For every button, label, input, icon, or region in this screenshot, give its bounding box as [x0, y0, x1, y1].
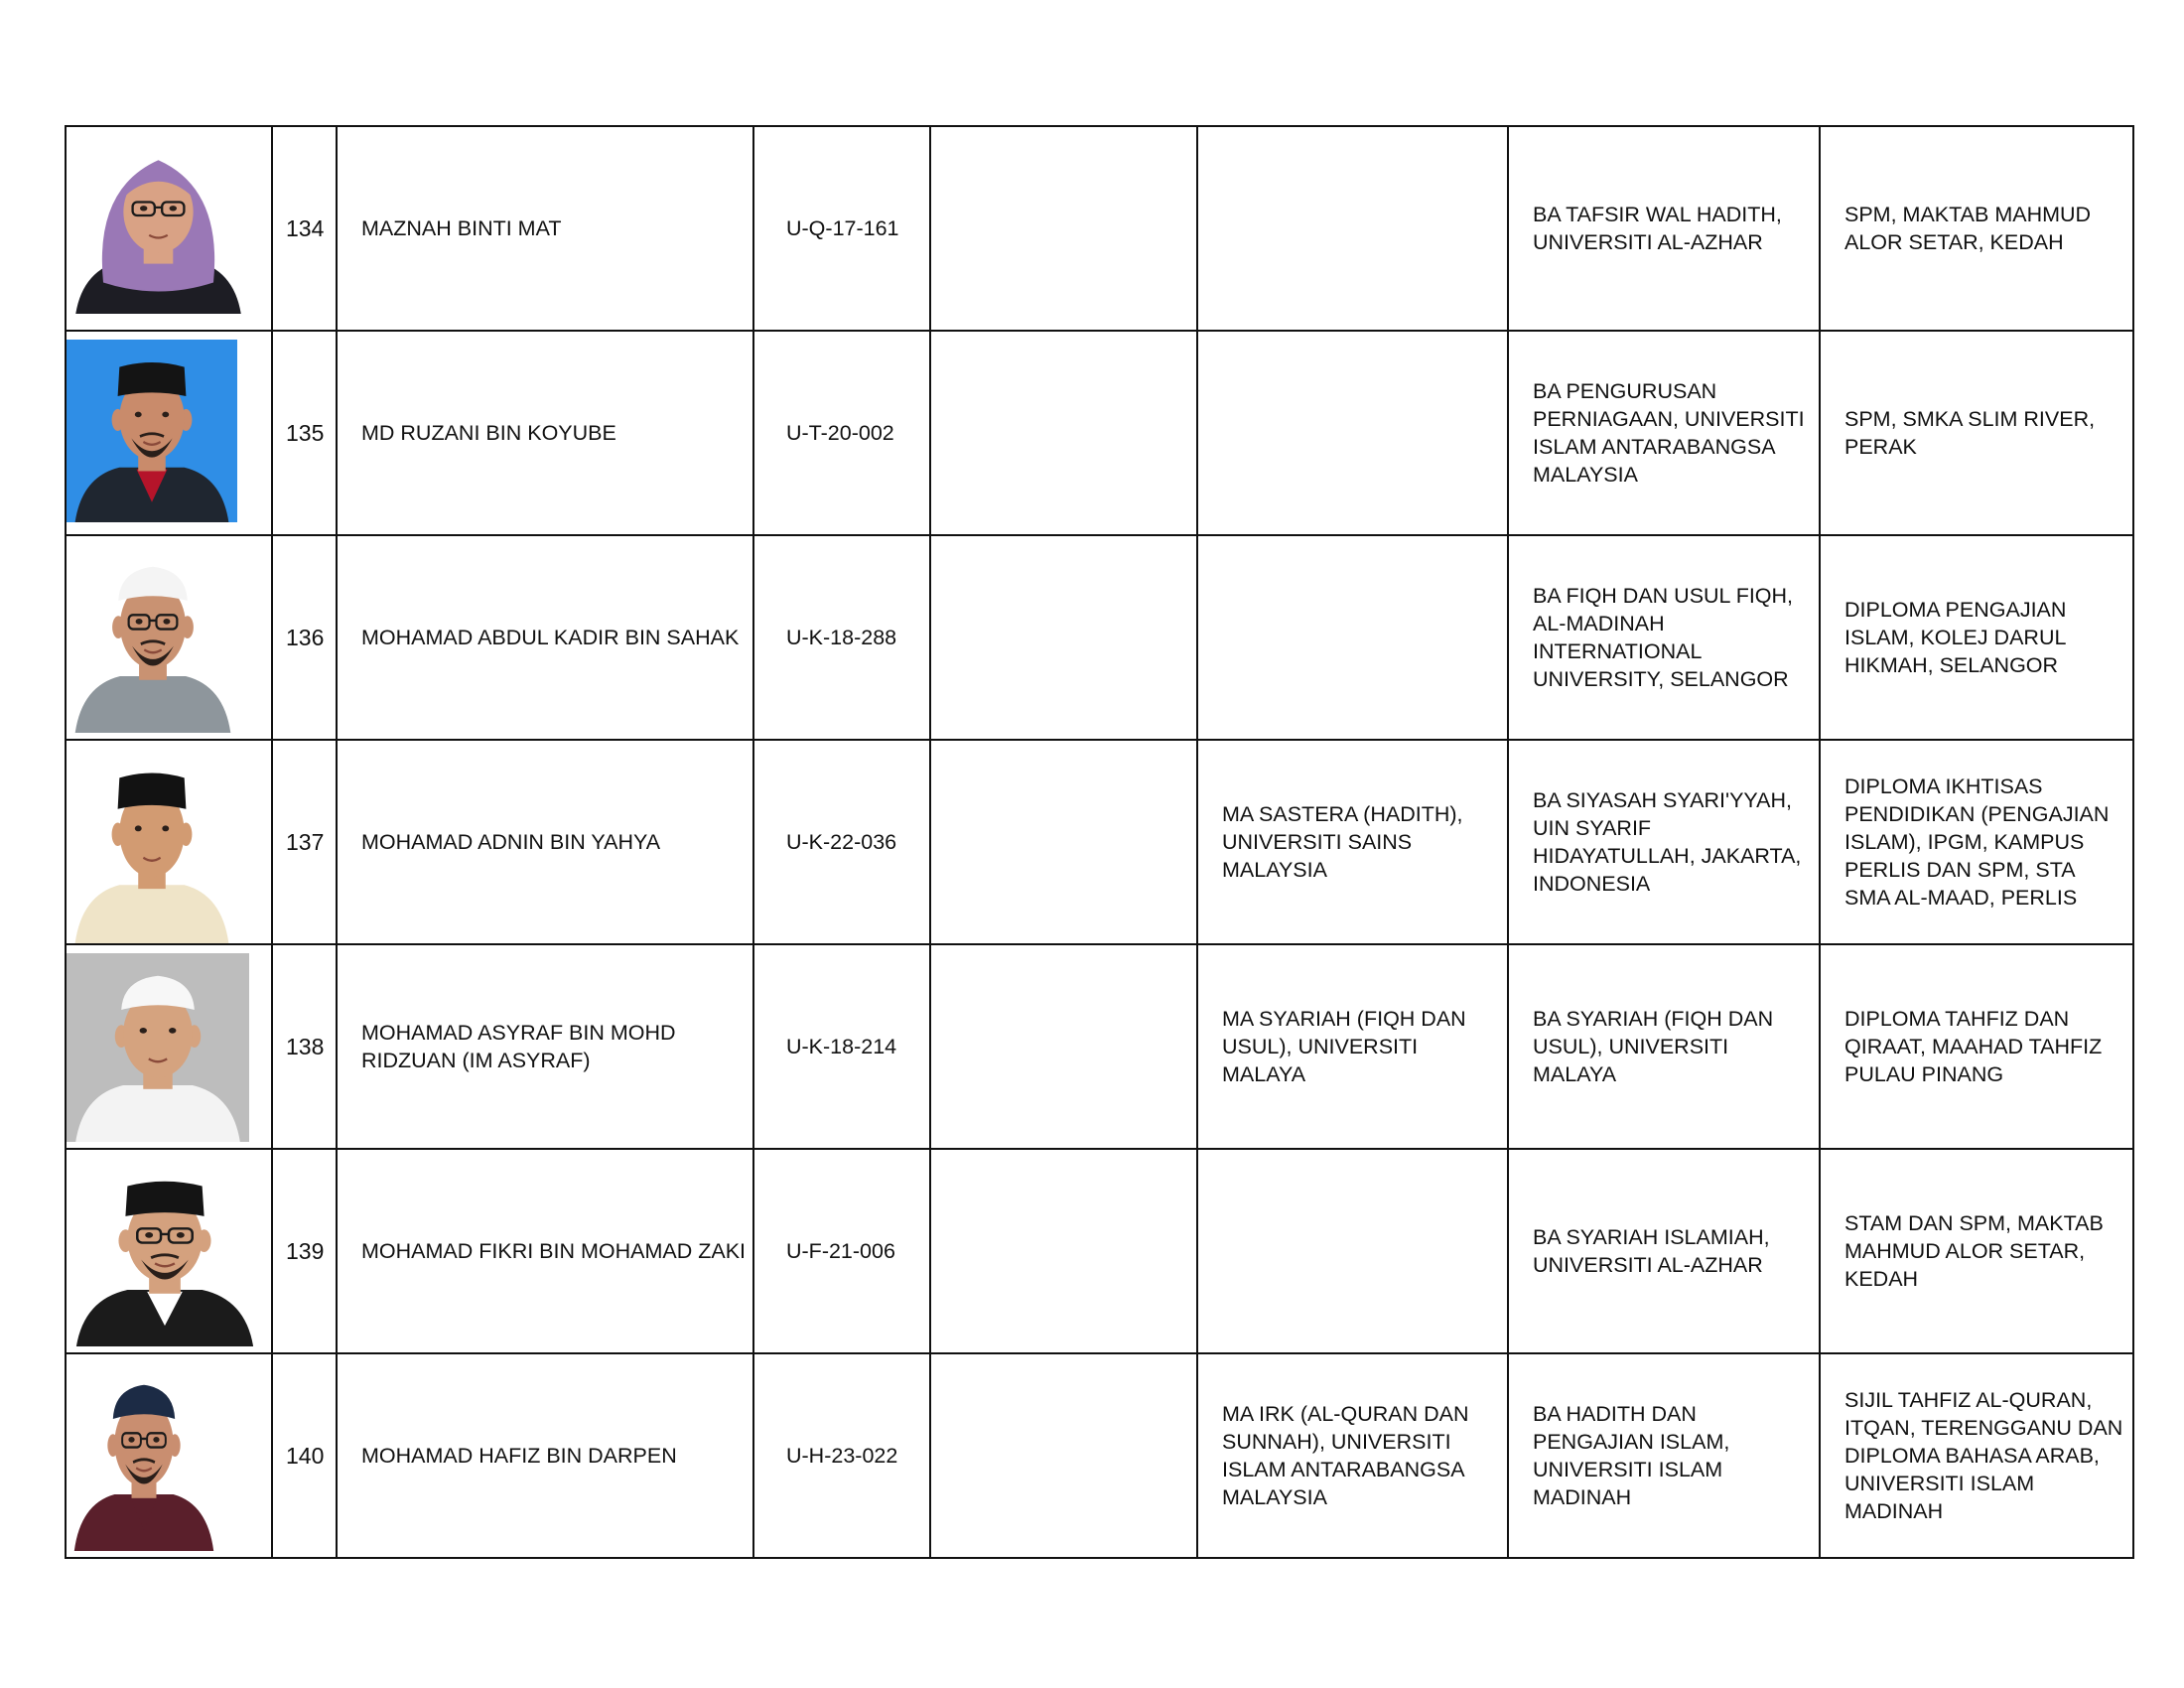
- masters-degree: MA SASTERA (HADITH), UNIVERSITI SAINS MALAYSIA: [1197, 740, 1508, 944]
- photo-cell: [66, 535, 272, 740]
- bachelor-degree: BA FIQH DAN USUL FIQH, AL-MADINAH INTERNATIONAL UNIVERSITY, SELANGOR: [1508, 535, 1820, 740]
- table-row: [66, 1353, 2133, 1558]
- photo-cell: [66, 126, 272, 331]
- row-number: 137: [272, 740, 337, 944]
- masters-degree: MA SYARIAH (FIQH DAN USUL), UNIVERSITI MALAYA: [1197, 944, 1508, 1149]
- row-number: 140: [272, 1353, 337, 1558]
- staff-name: MAZNAH BINTI MAT: [337, 126, 753, 331]
- masters-degree: MA IRK (AL-QURAN DAN SUNNAH), UNIVERSITI ISLAM ANTARABANGSA MALAYSIA: [1197, 1353, 1508, 1558]
- portrait-photo: [67, 544, 239, 733]
- portrait-photo: [67, 953, 249, 1142]
- bachelor-degree: BA HADITH DAN PENGAJIAN ISLAM, UNIVERSITI ISLAM MADINAH: [1508, 1353, 1820, 1558]
- staff-name: MOHAMAD ASYRAF BIN MOHD RIDZUAN (IM ASYRAF): [337, 944, 753, 1149]
- portrait-photo: [67, 1362, 221, 1551]
- table-row: [66, 1149, 2133, 1353]
- prior-qualification: DIPLOMA TAHFIZ DAN QIRAAT, MAAHAD TAHFIZ PULAU PINANG: [1820, 944, 2133, 1149]
- table-row: [66, 944, 2133, 1149]
- bachelor-degree: BA SYARIAH (FIQH DAN USUL), UNIVERSITI MALAYA: [1508, 944, 1820, 1149]
- prior-qualification: SIJIL TAHFIZ AL-QURAN, ITQAN, TERENGGANU DAN DIPLOMA BAHASA ARAB, UNIVERSITI ISLAM MADINAH: [1820, 1353, 2133, 1558]
- blank-column-cell: [930, 1353, 1197, 1558]
- blank-column-cell: [930, 126, 1197, 331]
- table-row: [66, 740, 2133, 944]
- row-number: 138: [272, 944, 337, 1149]
- blank-column-cell: [930, 740, 1197, 944]
- certificate-id: U-T-20-002: [753, 331, 930, 535]
- certificate-id: U-K-18-214: [753, 944, 930, 1149]
- blank-column-cell: [930, 944, 1197, 1149]
- table-row: [66, 535, 2133, 740]
- bachelor-degree: BA PENGURUSAN PERNIAGAAN, UNIVERSITI ISLAM ANTARABANGSA MALAYSIA: [1508, 331, 1820, 535]
- photo-cell: [66, 1149, 272, 1353]
- photo-cell: [66, 1353, 272, 1558]
- portrait-photo: [67, 340, 237, 522]
- photo-cell: [66, 740, 272, 944]
- staff-table: [65, 125, 2134, 1559]
- prior-qualification: SPM, MAKTAB MAHMUD ALOR SETAR, KEDAH: [1820, 126, 2133, 331]
- blank-column-cell: [930, 1149, 1197, 1353]
- certificate-id: U-H-23-022: [753, 1353, 930, 1558]
- masters-degree: [1197, 126, 1508, 331]
- certificate-id: U-K-18-288: [753, 535, 930, 740]
- staff-name: MOHAMAD ABDUL KADIR BIN SAHAK: [337, 535, 753, 740]
- masters-degree: [1197, 331, 1508, 535]
- prior-qualification: SPM, SMKA SLIM RIVER, PERAK: [1820, 331, 2133, 535]
- certificate-id: U-Q-17-161: [753, 126, 930, 331]
- staff-name: MOHAMAD ADNIN BIN YAHYA: [337, 740, 753, 944]
- photo-cell: [66, 331, 272, 535]
- staff-table-body: [66, 126, 2133, 1558]
- masters-degree: [1197, 535, 1508, 740]
- portrait-photo: [67, 135, 250, 314]
- prior-qualification: DIPLOMA PENGAJIAN ISLAM, KOLEJ DARUL HIKMAH, SELANGOR: [1820, 535, 2133, 740]
- bachelor-degree: BA SIYASAH SYARI'YYAH, UIN SYARIF HIDAYATULLAH, JAKARTA, INDONESIA: [1508, 740, 1820, 944]
- certificate-id: U-K-22-036: [753, 740, 930, 944]
- photo-cell: [66, 944, 272, 1149]
- staff-name: MOHAMAD FIKRI BIN MOHAMAD ZAKI: [337, 1149, 753, 1353]
- bachelor-degree: BA SYARIAH ISLAMIAH, UNIVERSITI AL-AZHAR: [1508, 1149, 1820, 1353]
- row-number: 136: [272, 535, 337, 740]
- table-row: [66, 331, 2133, 535]
- certificate-id: U-F-21-006: [753, 1149, 930, 1353]
- row-number: 139: [272, 1149, 337, 1353]
- portrait-photo: [67, 1158, 263, 1346]
- row-number: 135: [272, 331, 337, 535]
- prior-qualification: DIPLOMA IKHTISAS PENDIDIKAN (PENGAJIAN ISLAM), IPGM, KAMPUS PERLIS DAN SPM, STA SMA AL-MAAD, PERLIS: [1820, 740, 2133, 944]
- blank-column-cell: [930, 535, 1197, 740]
- row-number: 134: [272, 126, 337, 331]
- portrait-photo: [67, 749, 237, 943]
- prior-qualification: STAM DAN SPM, MAKTAB MAHMUD ALOR SETAR, KEDAH: [1820, 1149, 2133, 1353]
- masters-degree: [1197, 1149, 1508, 1353]
- staff-name: MOHAMAD HAFIZ BIN DARPEN: [337, 1353, 753, 1558]
- table-row: [66, 126, 2133, 331]
- staff-name: MD RUZANI BIN KOYUBE: [337, 331, 753, 535]
- bachelor-degree: BA TAFSIR WAL HADITH, UNIVERSITI AL-AZHAR: [1508, 126, 1820, 331]
- blank-column-cell: [930, 331, 1197, 535]
